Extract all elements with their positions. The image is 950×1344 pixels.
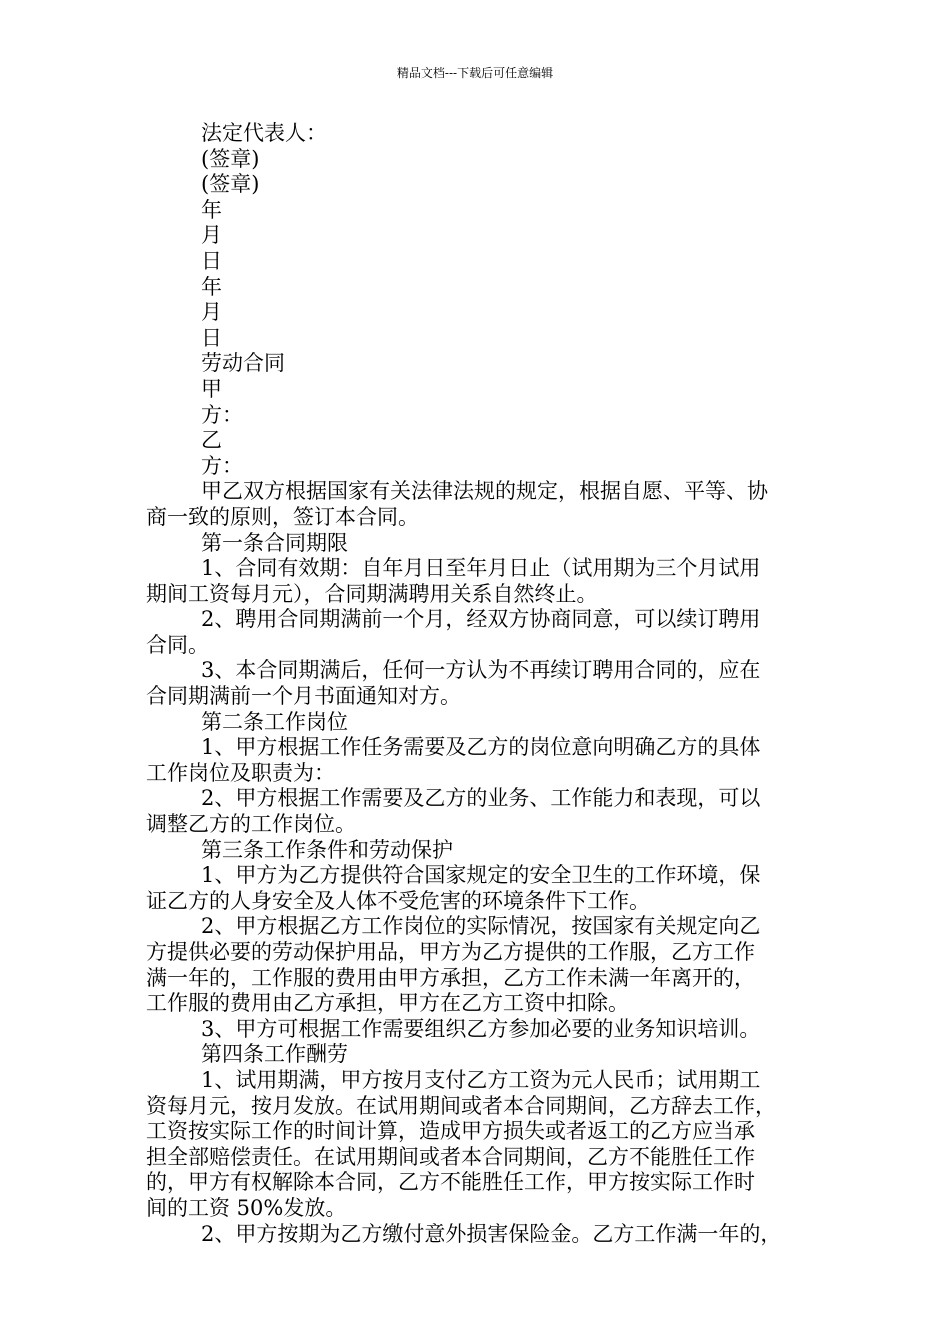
text-line: 调整乙方的工作岗位。: [146, 812, 356, 837]
page-header: 精品文档---下载后可任意编辑: [396, 66, 554, 80]
text-line: 1、合同有效期：自年月日至年月日止（试用期为三个月试用: [201, 556, 761, 581]
text-line: 2、甲方根据乙方工作岗位的实际情况，按国家有关规定向乙: [201, 914, 761, 939]
text-line: 劳动合同: [201, 351, 285, 376]
text-line: 甲: [201, 376, 222, 401]
text-line: (签章): [201, 172, 260, 197]
text-line: 方：: [201, 402, 243, 427]
text-line: 担全部赔偿责任。在试用期间或者本合同期间，乙方不能胜任工作: [146, 1144, 755, 1169]
text-line: 期间工资每月元），合同期满聘用关系自然终止。: [146, 581, 598, 606]
text-line: 证乙方的人身安全及人体不受危害的环境条件下工作。: [146, 888, 650, 913]
text-line: 乙: [201, 428, 222, 453]
text-line: 日: [201, 248, 222, 273]
document-body: [146, 121, 814, 1247]
text-line: 1、甲方根据工作任务需要及乙方的岗位意向明确乙方的具体: [201, 735, 761, 760]
text-line: 年: [201, 274, 222, 299]
text-line: 第三条工作条件和劳动保护: [201, 837, 453, 862]
text-line: 月: [201, 223, 222, 248]
text-line: 工作服的费用由乙方承担，甲方在乙方工资中扣除。: [146, 991, 629, 1016]
text-line: 间的工资 50%发放。: [146, 1195, 347, 1220]
text-line: 方：: [201, 453, 243, 478]
text-line: 合同期满前一个月书面通知对方。: [146, 684, 461, 709]
text-line: 工资按实际工作的时间计算，造成甲方损失或者返工的乙方应当承: [146, 1119, 755, 1144]
text-line: 日: [201, 325, 222, 350]
text-line: 满一年的，工作服的费用由甲方承担，乙方工作未满一年离开的，: [146, 965, 755, 990]
text-line: 第二条工作岗位: [201, 709, 348, 734]
text-line: 第四条工作酬劳: [201, 1042, 348, 1067]
text-line: 3、甲方可根据工作需要组织乙方参加必要的业务知识培训。: [201, 1016, 761, 1041]
text-line: 1、甲方为乙方提供符合国家规定的安全卫生的工作环境，保: [201, 863, 761, 888]
text-line: 1、试用期满，甲方按月支付乙方工资为元人民币；试用期工: [201, 1067, 761, 1092]
text-line: (签章): [201, 146, 260, 171]
text-line: 甲乙双方根据国家有关法律法规的规定，根据自愿、平等、协: [201, 479, 768, 504]
text-line: 资每月元，按月发放。在试用期间或者本合同期间，乙方辞去工作，: [146, 1093, 776, 1118]
text-line: 2、聘用合同期满前一个月，经双方协商同意，可以续订聘用: [201, 607, 761, 632]
text-line: 月: [201, 300, 222, 325]
text-line: 3、本合同期满后，任何一方认为不再续订聘用合同的，应在: [201, 658, 761, 683]
text-line: 第一条合同期限: [201, 530, 348, 555]
text-line: 法定代表人：: [201, 121, 327, 145]
text-line: 年: [201, 197, 222, 222]
text-line: 2、甲方按期为乙方缴付意外损害保险金。乙方工作满一年的，: [201, 1221, 782, 1246]
text-line: 工作岗位及职责为：: [146, 760, 335, 785]
text-line: 的，甲方有权解除本合同，乙方不能胜任工作，甲方按实际工作时: [146, 1170, 755, 1195]
text-line: 方提供必要的劳动保护用品，甲方为乙方提供的工作服，乙方工作: [146, 940, 755, 964]
text-line: 商一致的原则，签订本合同。: [146, 504, 419, 529]
text-line: 合同。: [146, 632, 209, 657]
text-line: 2、甲方根据工作需要及乙方的业务、工作能力和表现，可以: [201, 786, 761, 811]
